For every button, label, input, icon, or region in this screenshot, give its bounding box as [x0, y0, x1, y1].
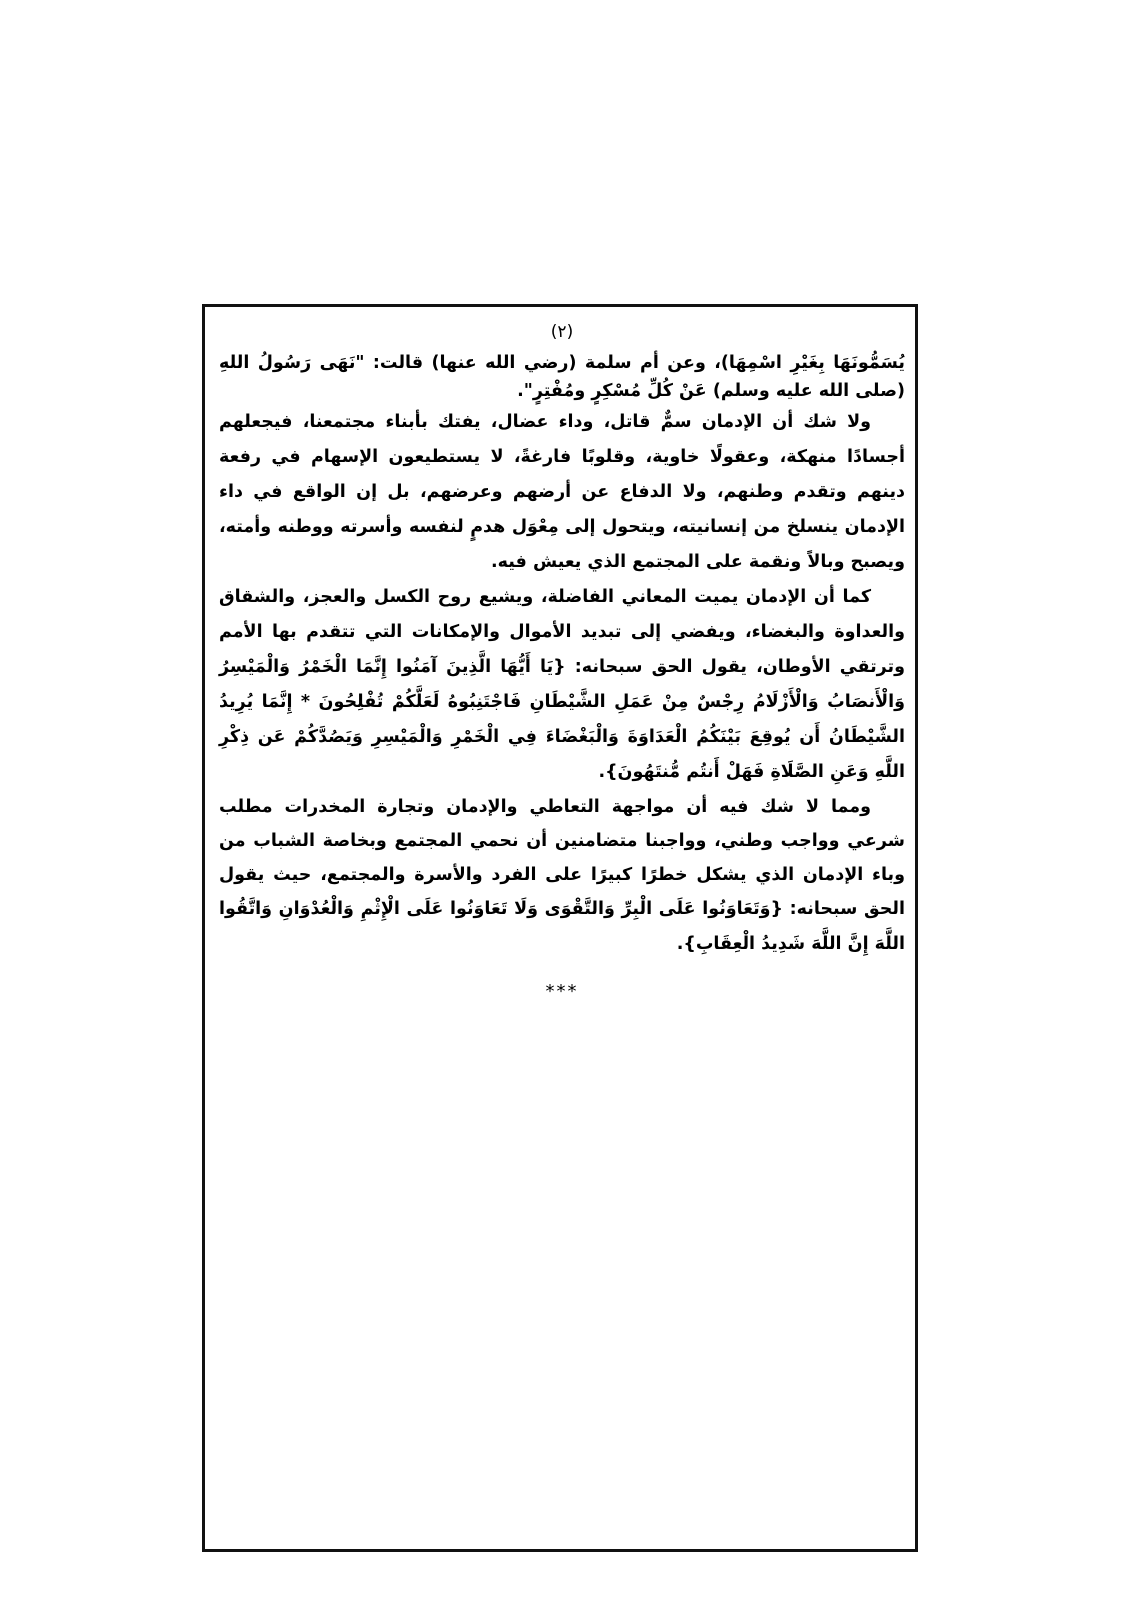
text-body [219, 319, 905, 1022]
paragraph-1: يُسَمُّونَهَا بِغَيْرِ اسْمِهَا)، وعن أم سلمة (رضي الله عنها) قالت: "نَهَى رَسُولُ اللهِ (صلى الله عليه وسلم) عَنْ كُلِّ مُسْكِرٍ ومُفْتِرٍ". [219, 353, 905, 401]
page-frame [202, 304, 918, 1552]
paragraph-3: كما أن الإدمان يميت المعاني الفاضلة، ويشيع روح الكسل والعجز، والشقاق والعداوة والبغضاء، ويفضي إلى تبديد الأموال والإمكانات التي تتقدم بها الأمم وترتقي الأوطان، يقول الحق سبحانه: {يَا أَيُّهَا الَّذِينَ آمَنُوا إِنَّمَا الْخَمْرُ وَالْمَيْسِرُ وَالْأَنصَابُ وَالْأَزْلَامُ رِجْسٌ مِنْ عَمَلِ الشَّيْطَانِ فَاجْتَنِبُوهُ لَعَلَّكُمْ تُفْلِحُونَ * إِنَّمَا يُرِيدُ الشَّيْطَانُ أَن يُوقِعَ بَيْنَكُمُ الْعَدَاوَةَ وَالْبَغْضَاءَ فِي الْخَمْرِ وَالْمَيْسِرِ وَيَصُدَّكُمْ عَن ذِكْرِ اللَّهِ وَعَنِ الصَّلَاةِ فَهَلْ أَنتُم مُّنتَهُونَ}. [219, 587, 905, 782]
page-number: (٢) [550, 322, 574, 342]
paragraph-2: ولا شك أن الإدمان سمٌّ قاتل، وداء عضال، يفتك بأبناء مجتمعنا، فيجعلهم أجسادًا منهكة، وعقولًا خاوية، وقلوبًا فارغةً، لا يستطيعون الإسهام في رفعة دينهم وتقدم وطنهم، ولا الدفاع عن أرضهم وعرضهم، بل إن الواقع في داء الإدمان ينسلخ من إنسانيته، ويتحول إلى مِعْوَل هدمٍ لنفسه وأسرته ووطنه وأمته، ويصبح وبالاً ونقمة على المجتمع الذي يعيش فيه. [219, 412, 905, 572]
section-separator: *** [545, 980, 579, 1002]
paragraph-4: ومما لا شك فيه أن مواجهة التعاطي والإدمان وتجارة المخدرات مطلب شرعي وواجب وطني، وواجبنا متضامنين أن نحمي المجتمع وبخاصة الشباب من وباء الإدمان الذي يشكل خطرًا كبيرًا على الفرد والأسرة والمجتمع، حيث يقول الحق سبحانه: {وَتَعَاوَنُوا عَلَى الْبِرِّ وَالتَّقْوَى وَلَا تَعَاوَنُوا عَلَى الْإِثْمِ وَالْعُدْوَانِ وَاتَّقُوا اللَّهَ إِنَّ اللَّهَ شَدِيدُ الْعِقَابِ}. [219, 797, 905, 954]
